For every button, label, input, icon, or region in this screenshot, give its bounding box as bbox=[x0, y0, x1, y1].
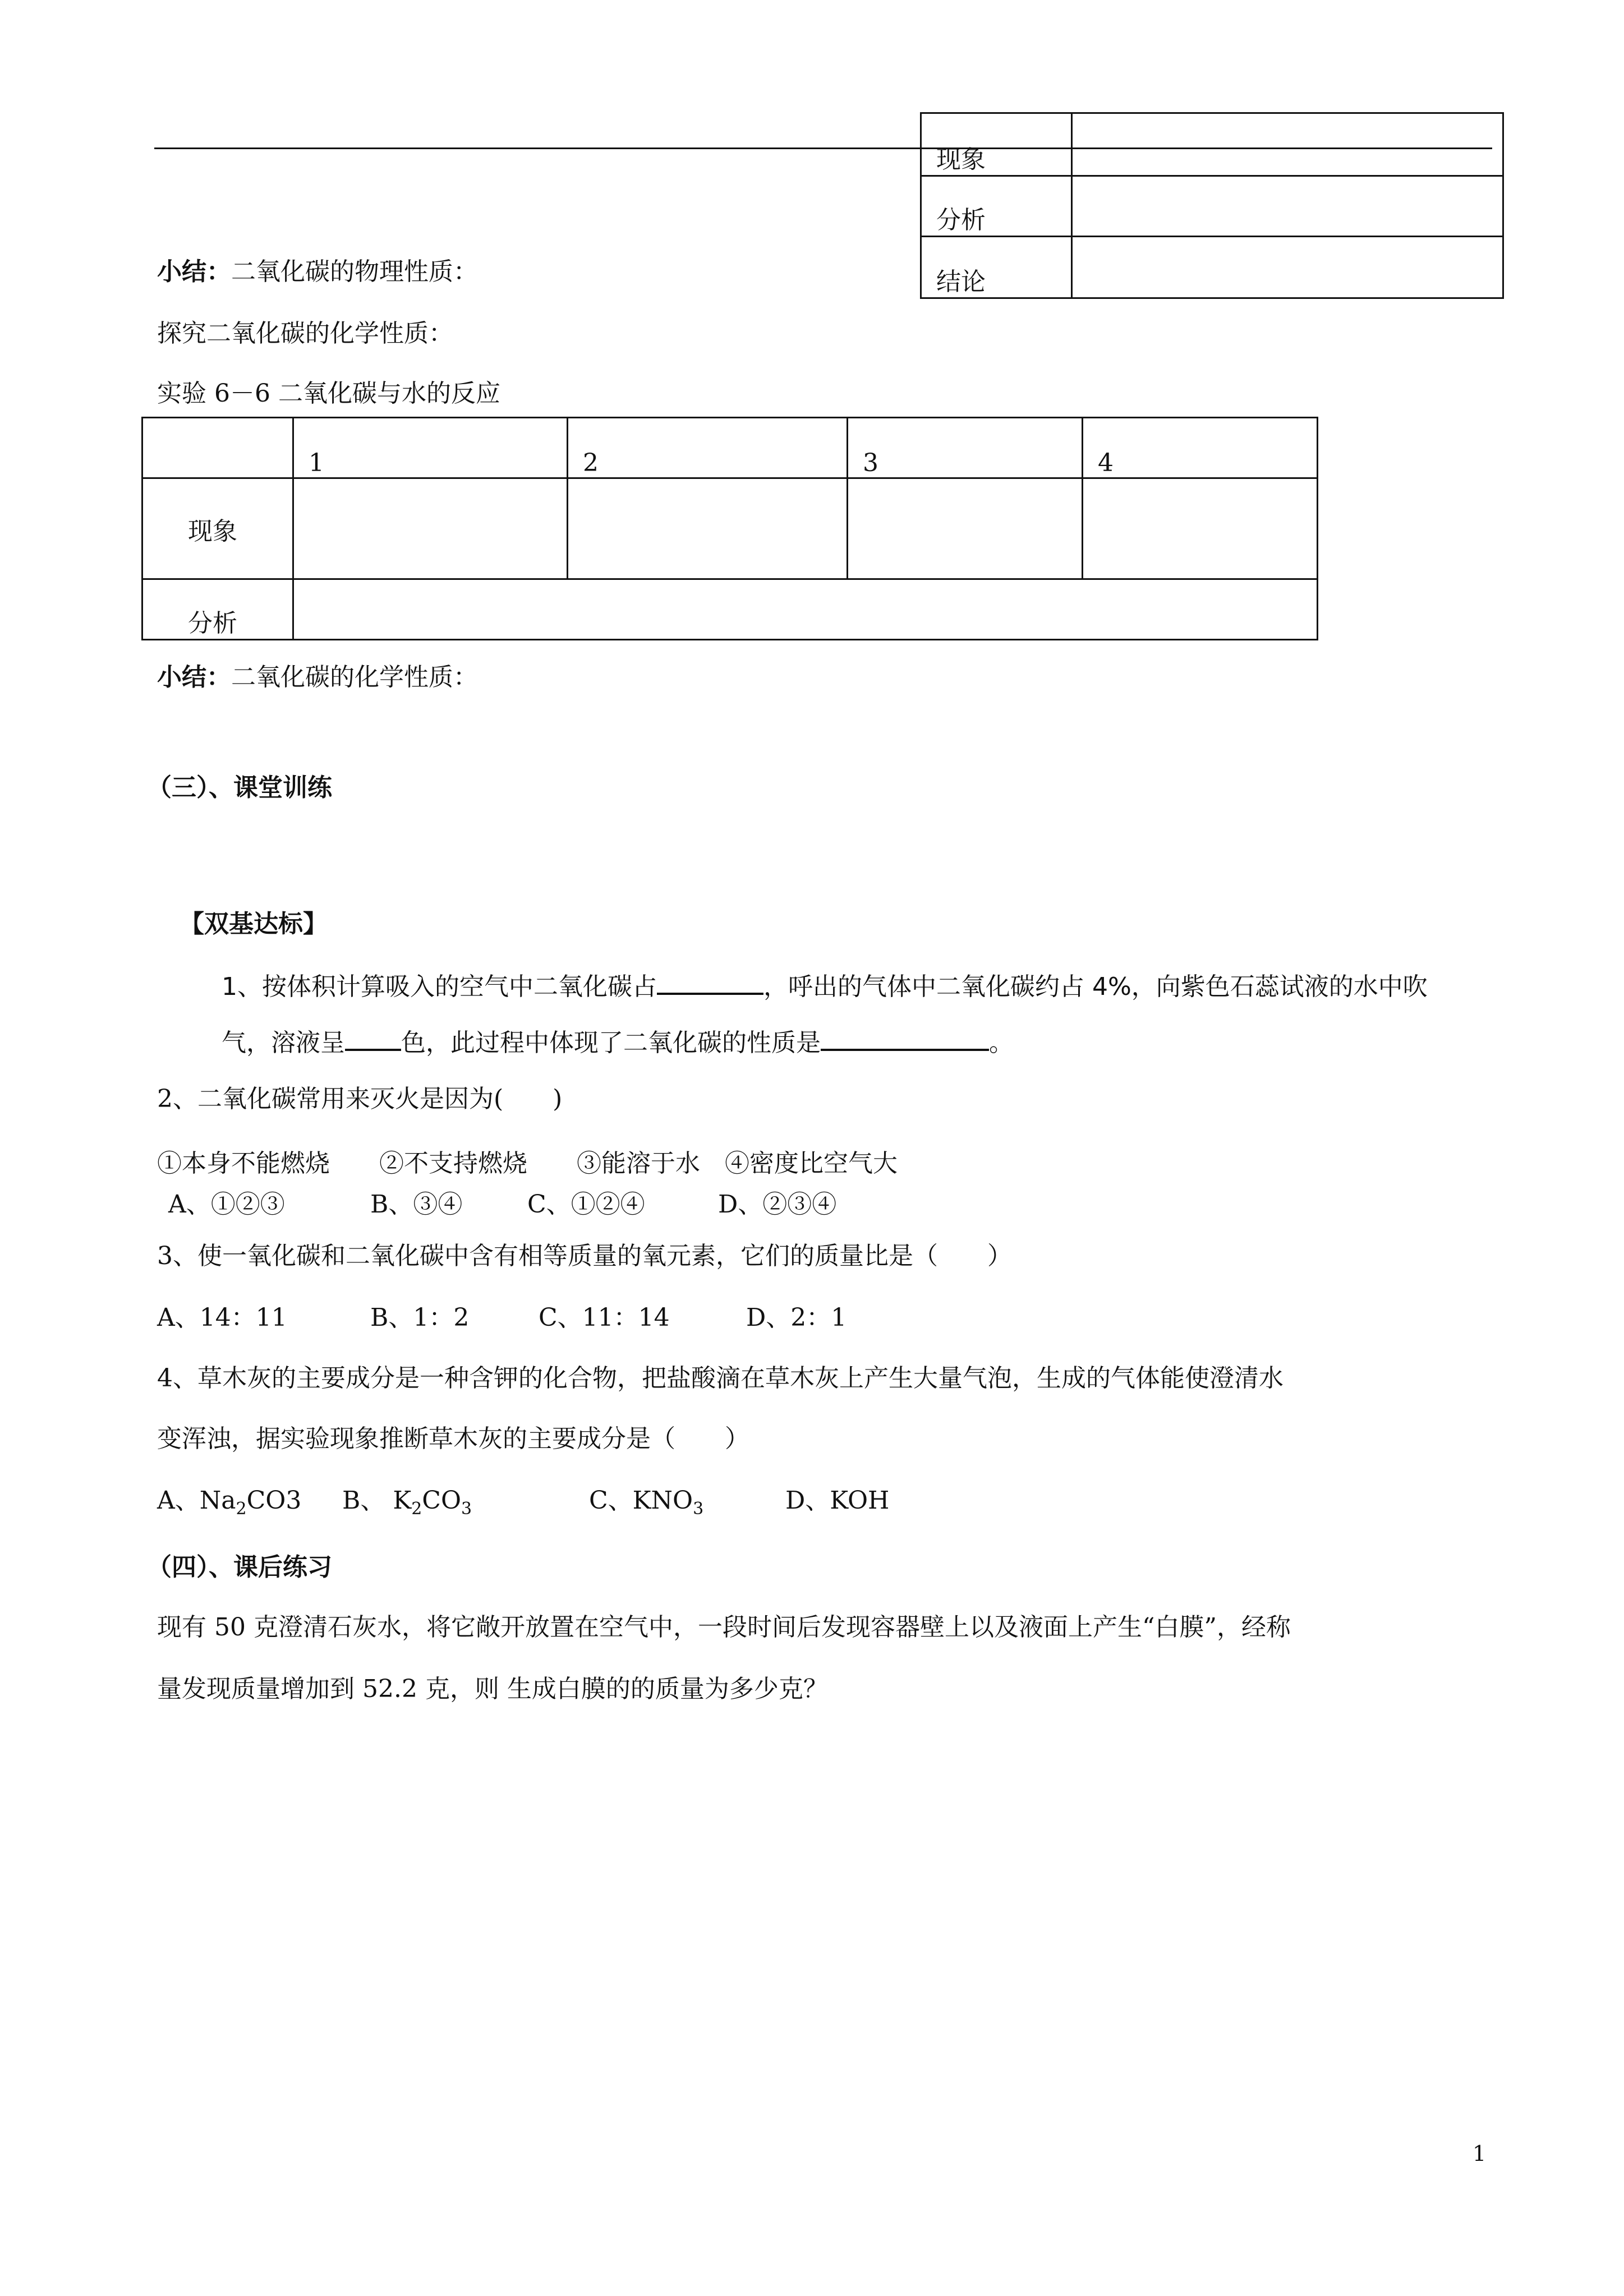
shuangji-heading: 【双基达标】 bbox=[180, 910, 328, 938]
exp-cell bbox=[293, 478, 568, 579]
exp-cell bbox=[1083, 478, 1318, 579]
question-1-line-2 bbox=[222, 1021, 1014, 1060]
top-table-label-conclusion: 结论 bbox=[921, 237, 1072, 298]
q4-c-sub: 3 bbox=[693, 1499, 704, 1519]
question-4-choices bbox=[157, 1484, 889, 1526]
top-table-label-analysis: 分析 bbox=[921, 176, 1072, 237]
exp-cell bbox=[568, 478, 848, 579]
q3-choice-b: B、1：2 bbox=[370, 1303, 470, 1332]
q1-blank-3 bbox=[821, 1021, 989, 1051]
q4-choice-c bbox=[589, 1484, 785, 1526]
q1-text-e: 。 bbox=[989, 1029, 1014, 1057]
q2-choice-b: B、③④ bbox=[370, 1190, 463, 1219]
summary-chemical-text: 二氧化碳的化学性质： bbox=[231, 663, 478, 691]
question-3-choices bbox=[157, 1301, 846, 1335]
experiment-table bbox=[141, 417, 1318, 640]
top-table-label-phenomenon: 现象 bbox=[921, 113, 1072, 176]
q4-a-prefix: A、N bbox=[157, 1486, 222, 1515]
q4-choice-d: D、KOH bbox=[785, 1486, 890, 1515]
exp-header-2: 2 bbox=[568, 418, 848, 478]
homework-line-1: 现有 50 克澄清石灰水，将它敞开放置在空气中，一段时间后发现容器壁上以及液面上产生“白膜”，经称 bbox=[157, 1613, 1291, 1642]
q1-text-c: 气，溶液呈 bbox=[222, 1029, 345, 1057]
q1-text-d: 色，此过程中体现了二氧化碳的性质是 bbox=[401, 1029, 821, 1057]
q3-choice-c: C、11：14 bbox=[539, 1303, 670, 1332]
q4-b-sub2: 3 bbox=[461, 1499, 472, 1519]
q3-choice-a: A、14：11 bbox=[157, 1303, 287, 1332]
summary-chemical-label: 小结： bbox=[157, 663, 231, 691]
exp-analysis-cell bbox=[293, 579, 1318, 640]
top-table bbox=[920, 112, 1504, 299]
top-table-value-analysis bbox=[1072, 176, 1503, 237]
top-table-value-phenomenon bbox=[1072, 113, 1503, 176]
explore-chemical: 探究二氧化碳的化学性质： bbox=[157, 319, 453, 348]
q2-choice-c: C、①②④ bbox=[527, 1190, 645, 1219]
exp-header-4: 4 bbox=[1083, 418, 1318, 478]
question-4-stem-line-1: 4、草木灰的主要成分是一种含钾的化合物，把盐酸滴在草木灰上产生大量气泡，生成的气体能使澄清水 bbox=[157, 1364, 1283, 1393]
question-2-stem: 2、二氧化碳常用来灭火是因为( ) bbox=[157, 1085, 563, 1113]
q4-choice-a bbox=[157, 1484, 342, 1526]
homework-line-2: 量发现质量增加到 52.2 克，则 生成白膜的的质量为多少克？ bbox=[157, 1675, 828, 1703]
question-3-stem: 3、使一氧化碳和二氧化碳中含有相等质量的氧元素，它们的质量比是（ ） bbox=[157, 1242, 1012, 1270]
q4-choice-b bbox=[342, 1484, 589, 1526]
q3-choice-d: D、2：1 bbox=[746, 1303, 847, 1332]
question-2-options: ①本身不能燃烧 ②不支持燃烧 ③能溶于水 ④密度比空气大 bbox=[157, 1149, 898, 1178]
q4-b-tail: CO bbox=[422, 1486, 462, 1515]
exp-row-analysis-label: 分析 bbox=[142, 579, 293, 640]
q4-a-mid: a bbox=[221, 1486, 236, 1515]
exp-header-3: 3 bbox=[848, 418, 1083, 478]
question-1-line-1 bbox=[222, 965, 1428, 1004]
exp-header-blank bbox=[142, 418, 293, 478]
q1-blank-2 bbox=[345, 1021, 401, 1051]
q4-b-sub1: 2 bbox=[411, 1499, 422, 1519]
question-2-choices bbox=[168, 1188, 836, 1221]
q4-a-tail: CO3 bbox=[246, 1486, 302, 1515]
q4-a-sub: 2 bbox=[236, 1499, 247, 1519]
section-4-heading: （四）、课后练习 bbox=[147, 1553, 332, 1582]
exp-cell bbox=[848, 478, 1083, 579]
q2-choice-d: D、②③④ bbox=[718, 1190, 837, 1219]
q4-b-prefix: B、 K bbox=[342, 1486, 412, 1515]
summary-chemical bbox=[157, 661, 478, 694]
question-4-stem-line-2: 变浑浊，据实验现象推断草木灰的主要成分是（ ） bbox=[157, 1424, 749, 1453]
q1-blank-1 bbox=[657, 965, 763, 995]
experiment-title: 实验 6－6 二氧化碳与水的反应 bbox=[157, 379, 500, 408]
exp-header-1: 1 bbox=[293, 418, 568, 478]
top-table-value-conclusion bbox=[1072, 237, 1503, 298]
q2-choice-a: A、①②③ bbox=[168, 1190, 285, 1219]
q4-c-prefix: C、KNO bbox=[589, 1486, 693, 1515]
exp-row-phenomenon-label: 现象 bbox=[142, 478, 293, 579]
summary-physical bbox=[157, 255, 478, 289]
q1-text-b: ，呼出的气体中二氧化碳约占 4%，向紫色石蕊试液的水中吹 bbox=[763, 972, 1428, 1001]
summary-physical-label: 小结： bbox=[157, 257, 231, 286]
q1-text-a: 1、按体积计算吸入的空气中二氧化碳占 bbox=[222, 972, 657, 1001]
summary-physical-text: 二氧化碳的物理性质： bbox=[231, 257, 478, 286]
page-number: 1 bbox=[1473, 2141, 1487, 2166]
section-3-heading: （三）、课堂训练 bbox=[147, 773, 332, 802]
